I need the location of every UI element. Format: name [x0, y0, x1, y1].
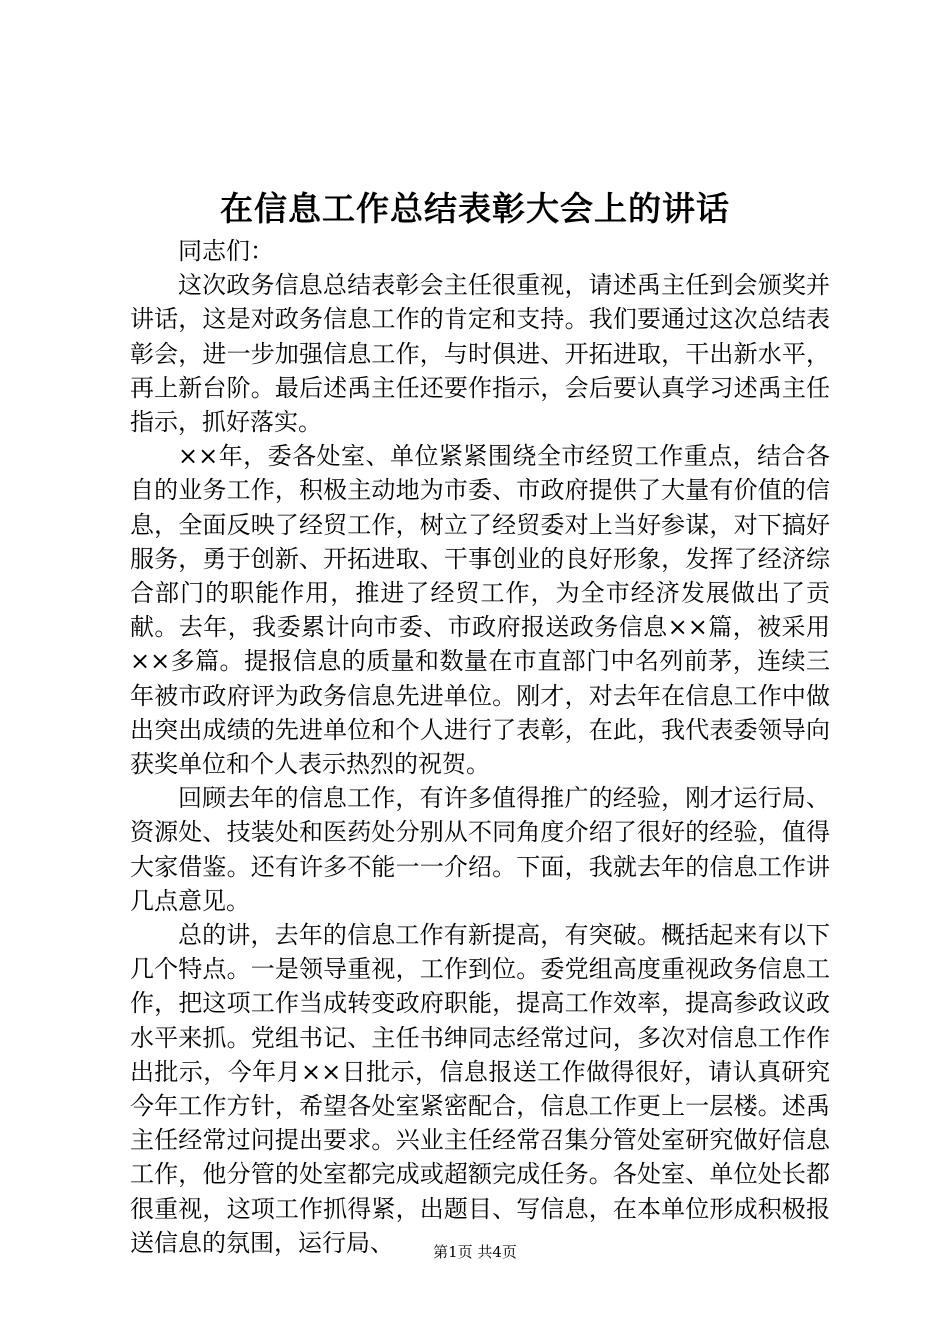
paragraph-1: 这次政务信息总结表彰会主任很重视，请述禹主任到会颁奖并讲话，这是对政务信息工作的肯定和支持。我们要通过这次总结表彰会，进一步加强信息工作，与时俱进、开拓进取，干出新水平，再上新台阶。最后述禹主任还要作指示，会后要认真学习述禹主任指示，抓好落实。 — [130, 271, 830, 437]
paragraph-2: ××年，委各处室、单位紧紧围绕全市经贸工作重点，结合各自的业务工作，积极主动地为市委、市政府提供了大量有价值的信息，全面反映了经贸工作，树立了经贸委对上当好参谋，对下搞好服务，勇于创新、开拓进取、干事创业的良好形象，发挥了经济综合部门的职能作用，推进了经贸工作，为全市经济发展做出了贡献。去年，我委累计向市委、市政府报送政务信息××篇，被采用××多篇。提报信息的质量和数量在市直部门中名列前茅，连续三年被市政府评为政务信息先进单位。刚才，对去年在信息工作中做出突出成绩的先进单位和个人进行了表彰，在此，我代表委领导向获奖单位和个人表示热烈的祝贺。 — [130, 442, 830, 779]
page-indicator: 第1页 共4页 — [433, 1243, 517, 1261]
document-title: 在信息工作总结表彰大会上的讲话 — [220, 189, 730, 228]
salutation: 同志们： — [178, 237, 274, 265]
paragraph-4: 总的讲，去年的信息工作有新提高，有突破。概括起来有以下几个特点。一是领导重视，工作到位。委党组高度重视政务信息工作，把这项工作当成转变政府职能，提高工作效率，提高参政议政水平来抓。党组书记、主任书绅同志经常过问，多次对信息工作作出批示，今年月××日批示，信息报送工作做得很好，请认真研究今年工作方针，希望各处室紧密配合，信息工作更上一层楼。述禹主任经常过问提出要求。兴业主任经常召集分管处室研究做好信息工作，他分管的处室都完成或超额完成任务。各处室、单位处长都很重视，这项工作抓得紧，出题目、写信息，在本单位形成积极报送信息的氛围，运行局、 — [130, 921, 830, 1257]
paragraph-3: 回顾去年的信息工作，有许多值得推广的经验，刚才运行局、资源处、技装处和医药处分别从不同角度介绍了很好的经验，值得大家借鉴。还有许多不能一一介绍。下面，我就去年的信息工作讲几点意见。 — [130, 784, 830, 915]
document-body — [130, 234, 830, 1260]
